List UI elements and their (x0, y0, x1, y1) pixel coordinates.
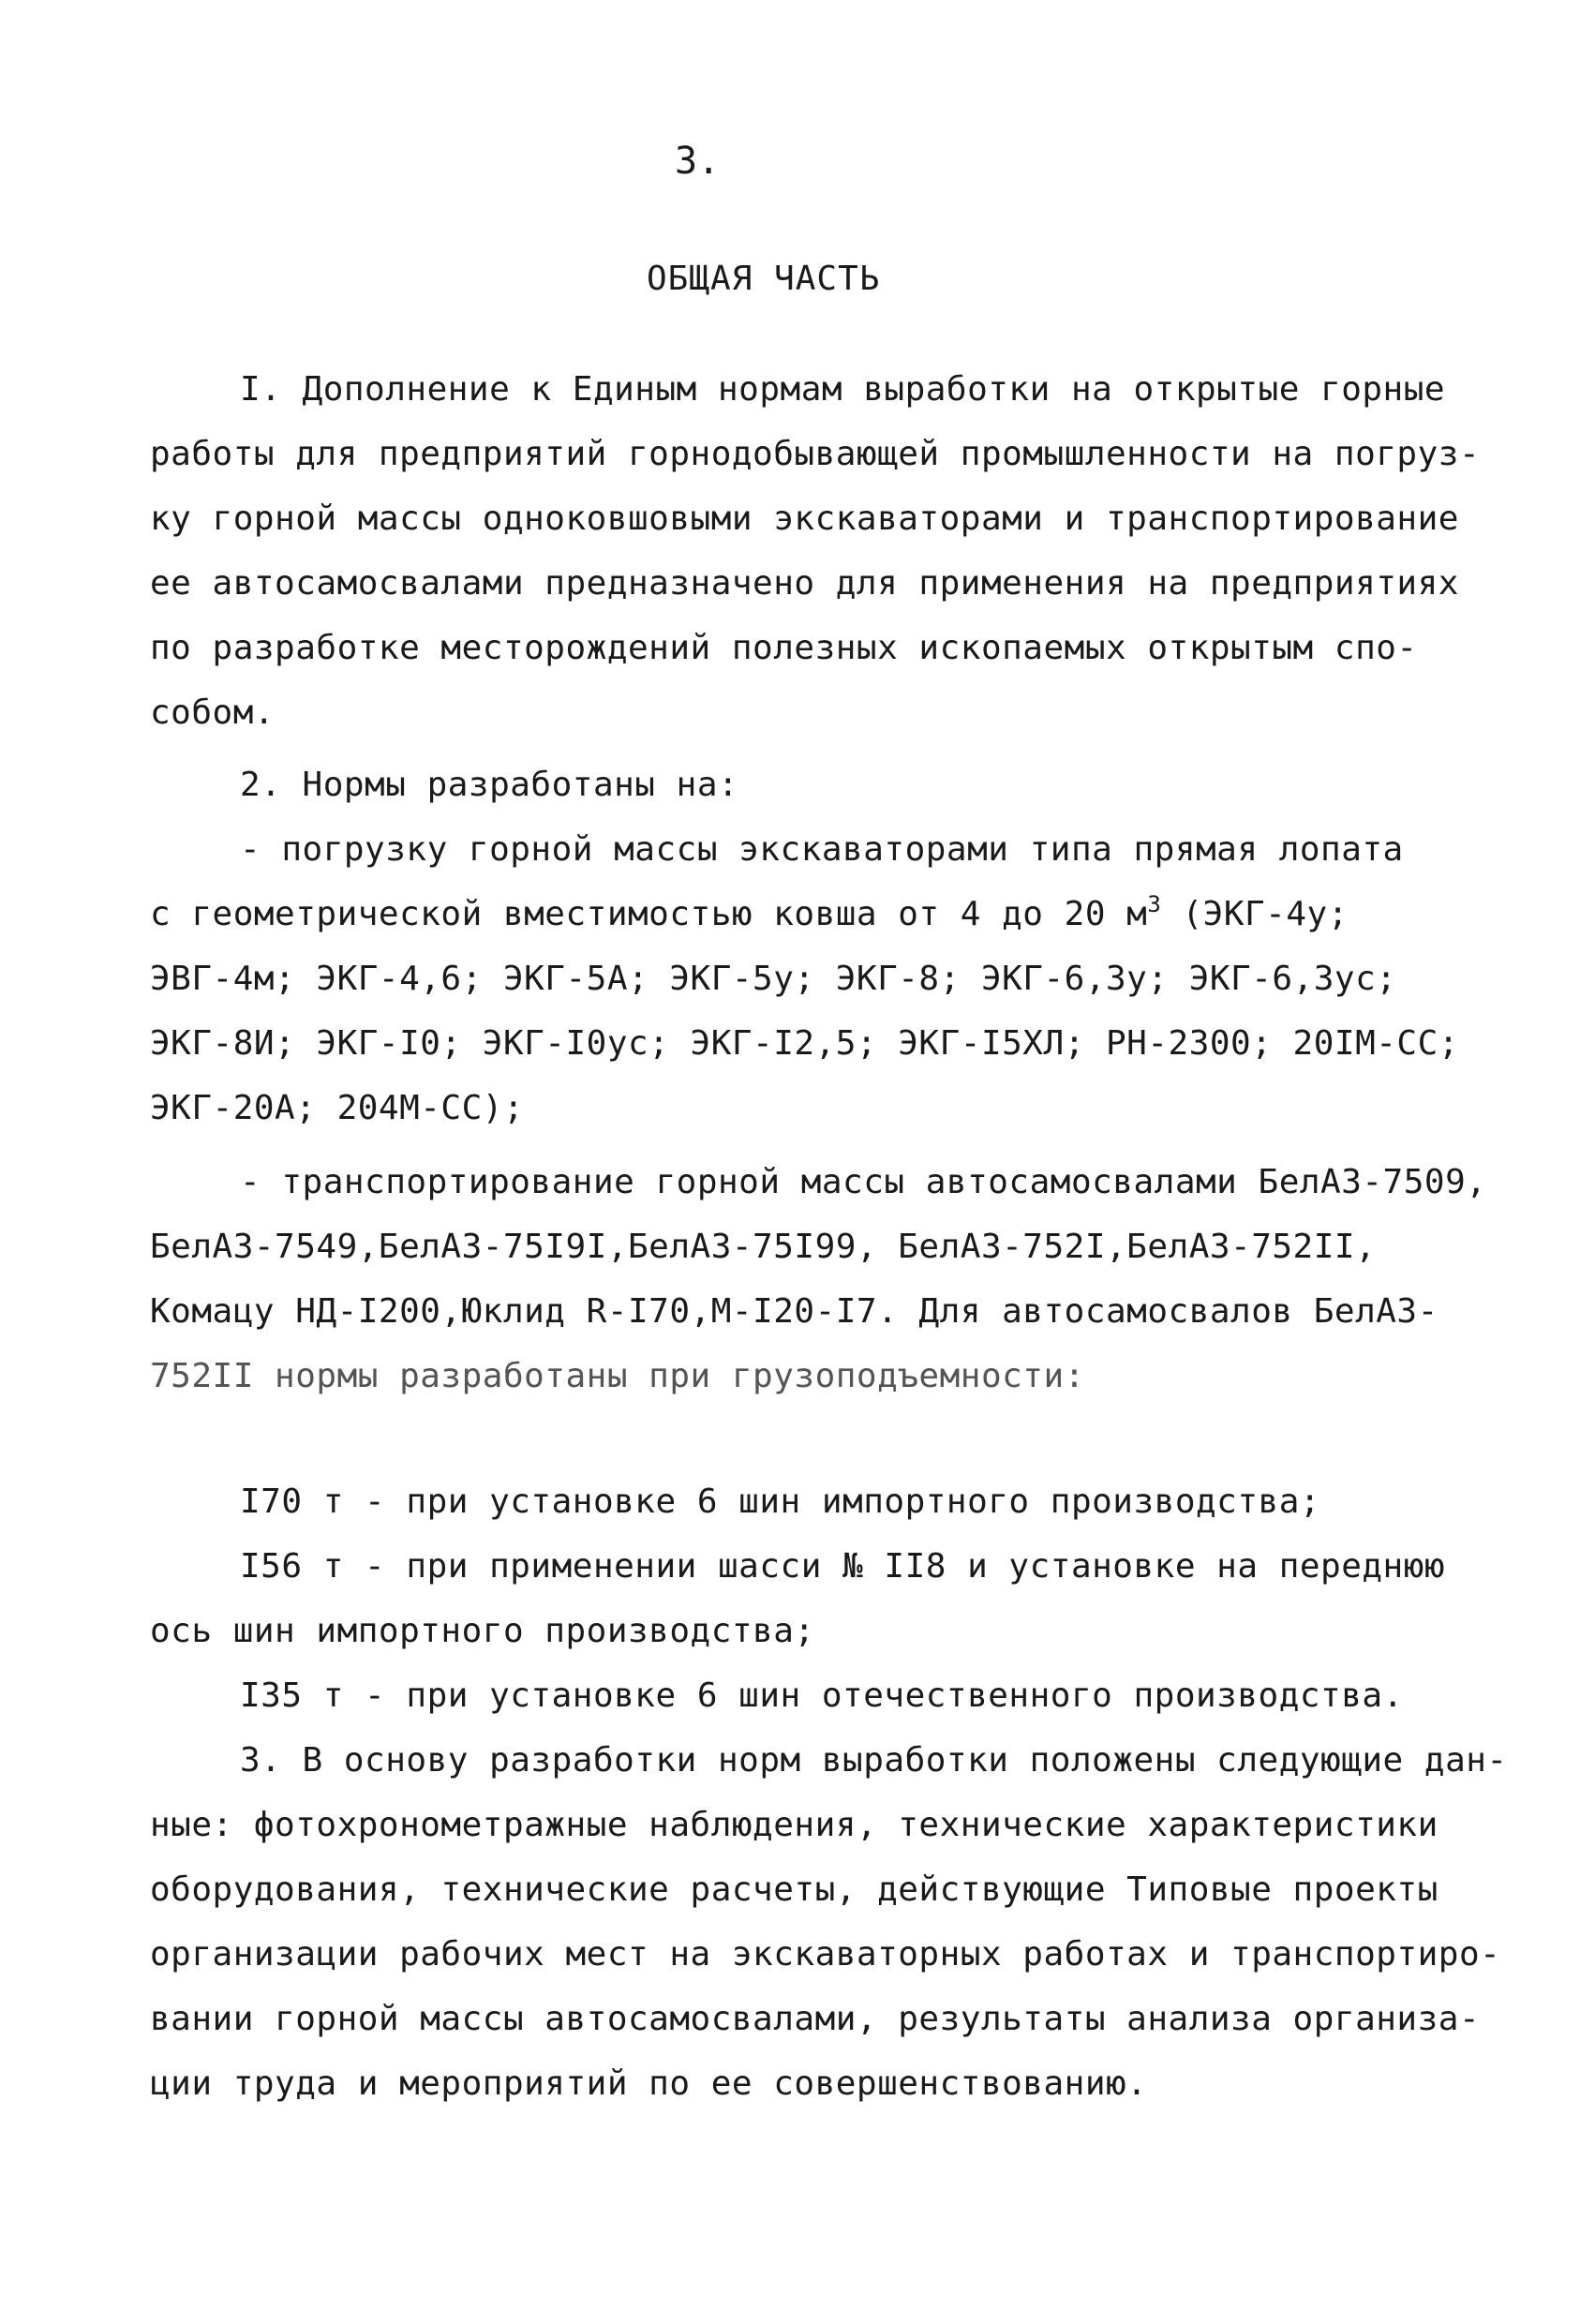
paragraph-2-line-4: ЭКГ-8И; ЭКГ-I0; ЭКГ-I0ус; ЭКГ-I2,5; ЭКГ-I5ХЛ; РН-2300; 20IМ-СС; (150, 1024, 1459, 1063)
paragraph-1-line-3: ку горной массы одноковшовыми экскаваторами и транспортирование (150, 499, 1459, 538)
paragraph-2-line-7: БелАЗ-7549,БелАЗ-75I9I,БелАЗ-75I99, БелАЗ-752I,БелАЗ-752II, (150, 1228, 1377, 1266)
capacity-line-1: I70 т - при установке 6 шин импортного производства; (240, 1482, 1321, 1521)
paragraph-2-line-6: - транспортирование горной массы автосамосвалами БелАЗ-7509, (240, 1163, 1487, 1201)
paragraph-2-line-5: ЭКГ-20А; 204М-СС); (150, 1089, 525, 1127)
paragraph-2-line-3: ЭВГ-4м; ЭКГ-4,6; ЭКГ-5А; ЭКГ-5у; ЭКГ-8; ЭКГ-6,3у; ЭКГ-6,3ус; (150, 960, 1397, 998)
paragraph-3-line-6: ции труда и мероприятий по ее совершенствованию. (150, 2064, 1148, 2103)
page-number: 3. (675, 140, 721, 183)
paragraph-1-line-2: работы для предприятий горнодобывающей промышленности на погруз- (150, 435, 1481, 473)
paragraph-1-line-4: ее автосамосвалами предназначено для применения на предприятиях (150, 564, 1459, 603)
capacity-line-4: I35 т - при установке 6 шин отечественного производства. (240, 1676, 1404, 1715)
paragraph-3-line-4: организации рабочих мест на экскаваторных работах и транспортиро- (150, 1935, 1501, 1974)
paragraph-3-line-3: оборудования, технические расчеты, действующие Типовые проекты (150, 1870, 1438, 1909)
paragraph-3-line-1: 3. В основу разработки норм выработки положены следующие дан- (240, 1741, 1508, 1780)
paragraph-2-line-1: - погрузку горной массы экскаваторами типа прямая лопата (240, 830, 1404, 869)
paragraph-3-line-5: вании горной массы автосамосвалами, результаты анализа организа- (150, 2000, 1481, 2038)
paragraph-2-line-2-tail: (ЭКГ-4у; (1161, 895, 1349, 933)
paragraph-2-line-9: 752II нормы разработаны при грузоподъемности: (150, 1357, 1085, 1395)
paragraph-1-line-5: по разработке месторождений полезных ископаемых открытым спо- (150, 629, 1418, 667)
paragraph-2-line-2 (150, 891, 1349, 935)
paragraph-1-line-6: собом. (150, 693, 276, 732)
section-title: ОБЩАЯ ЧАСТЬ (647, 260, 881, 298)
paragraph-1-line-1: I. Дополнение к Единым нормам выработки на открытые горные (240, 370, 1446, 409)
paragraph-2-heading: 2. Нормы разработаны на: (240, 766, 739, 804)
paragraph-3-line-2: ные: фотохронометражные наблюдения, технические характеристики (150, 1806, 1438, 1844)
capacity-line-2: I56 т - при применении шасси № II8 и установке на переднюю (240, 1547, 1446, 1586)
paragraph-2-line-2-text: с геометрической вместимостью ковша от 4 до 20 м (150, 895, 1148, 933)
capacity-line-3: ось шин импортного производства; (150, 1612, 815, 1650)
paragraph-2-line-8: Комацу НД-I200,Юклид R-I70,М-I20-I7. Для автосамосвалов БелАЗ- (150, 1292, 1438, 1331)
cubic-superscript: 3 (1147, 891, 1162, 917)
